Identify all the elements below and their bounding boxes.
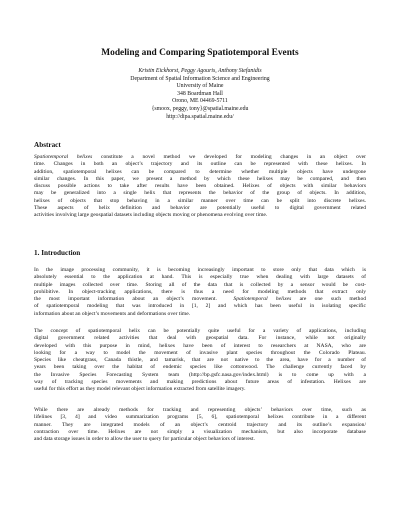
abstract-line: helixes of objects that stop behaving in a similar manner over time can be split into discrete helixes. (34, 197, 366, 204)
intro-paragraph-2 (34, 328, 366, 393)
abstract-line-text: constitute a novel method we developed for modeling changes in an object over (92, 154, 366, 160)
intro-line: The concept of spatiotemporal helix can be potentially quite useful for a variety of applications, including (34, 328, 366, 334)
affiliation-line: Department of Spatial Information Science and Engineering (130, 75, 270, 82)
author-block (0, 68, 400, 121)
intro-line: digital government related activities that deal with geospatial data. For instance, while not originally (34, 335, 366, 342)
intro-italic-term: Spatiotemporal helixes (233, 296, 292, 302)
intro-line: useful for this effort as they model relevant object information extracted from satellite imagery. (34, 386, 246, 392)
intro-line: contraction over time. Helixes are not simply a visualization mechanism, but also incorporate database (34, 428, 366, 435)
intro-heading: 1. Introduction (34, 249, 81, 257)
intro-line: multiple images collected over time. Storing all of the data that is collected by a sensor would be cost- (34, 281, 366, 288)
intro-line: the Invasive Species Forecasting System team (http://bp.gsfc.nasa.gov/index.html) is to come up with a (34, 371, 366, 378)
author-names: Kristin Eickhorst, Peggy Agouris, Anthony Stefanidis (138, 68, 262, 74)
abstract-italic-term: Spatiotemporal helixes (34, 154, 93, 160)
intro-paragraph-1 (34, 267, 366, 318)
affiliation-line: Orono, ME 04469-5711 (172, 98, 228, 105)
intro-line: In the image processing community, it is becoming increasingly important to store only that data which is (34, 267, 366, 273)
abstract-line: discuss possible actions to take after results have been obtained. Helixes of objects with similar behaviors (34, 183, 366, 189)
abstract-line: These aspects of helix definition and behavior are potentially useful to digital government related (34, 204, 366, 211)
abstract-line: addition, spatiotemporal helixes can be compared to determine whether multiple objects have undergone (34, 168, 366, 175)
affiliation-line: 348 Boardman Hall (177, 90, 223, 97)
intro-line: of spatiotemporal modeling that was introduced in [1, 2] and which has been useful in isolating specific (34, 303, 366, 310)
intro-line: developed with this purpose in mind, helixes have been of interest to researchers at NASA, who are (34, 342, 366, 349)
author-url: http://dipa.spatial.maine.edu/ (166, 113, 234, 120)
author-emails: {smoox, peggy, tony}@spatial.maine.edu (151, 105, 249, 112)
abstract-body (34, 154, 366, 219)
intro-line: way of tracking species movements and making predictions about future areas of infestation. Helixes are (34, 378, 366, 385)
intro-line: manner. They are integrated models of an object’s centroid trajectory and its outline’s expansion/ (34, 421, 366, 428)
intro-line: lifelines [3, 4] and video summarization programs [5, 6], spatiotemporal helixes contribute in a different (34, 414, 366, 421)
abstract-line (34, 154, 366, 161)
abstract-line: similar changes. In this paper, we present a method by which these helixes may be compared, and then (34, 175, 366, 182)
abstract-heading: Abstract (34, 141, 61, 149)
intro-line-tail: are one such method (291, 296, 366, 302)
intro-line: looking for a way to model the movement of invasive plant species throughout the Colorado Plateau. (34, 349, 366, 356)
intro-line: absolutely essential to the application at hand. This is especially true when dealing with large datasets of (34, 274, 366, 281)
intro-line: and data storage issues in order to allow the user to query for particular object behaviors of interest. (34, 436, 255, 442)
affiliation-line: University of Maine (176, 83, 224, 90)
abstract-line: time. Changes in both an object’s trajectory and its outline can be represented with these helixes. In (34, 161, 366, 168)
abstract-line: may be generalized into a single helix that represents the behavior of the group of objects. In addition, (34, 190, 366, 197)
abstract-line: activities involving large geospatial datasets including objects moving or phenomena evolving over time. (34, 212, 268, 218)
intro-line: information about an object’s movements and deformations over time. (34, 310, 191, 317)
intro-line: prohibitive. In object-tracking applications, there is thus a need for modeling methods that extract only (34, 288, 366, 295)
paper-title: Modeling and Comparing Spatiotemporal Events (101, 48, 299, 58)
intro-line: Species like cheatgrass, Canada thistle, and tamarisk, that are not native to the area, have for a number of (34, 357, 366, 363)
intro-line-text: the most important information about an object’s movement. (34, 296, 217, 302)
intro-paragraph-3 (34, 407, 366, 443)
intro-line: While there are already methods for tracking and representing objects’ behaviors over time, such as (34, 407, 366, 413)
intro-line: years been taking over the habitat of endemic species like cottonwood. The challenge currently faced by (34, 364, 366, 371)
